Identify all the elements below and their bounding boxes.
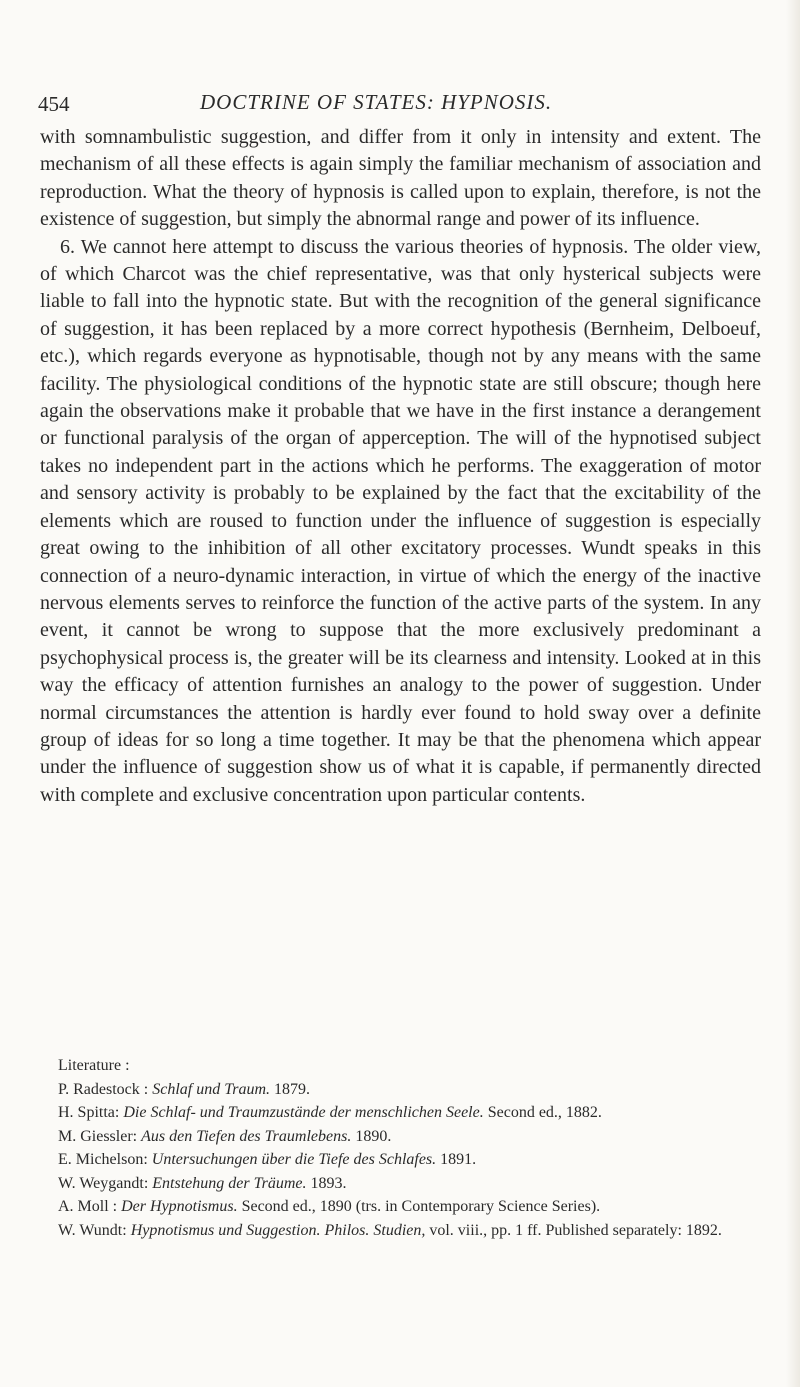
literature-details: Second ed., 1882.	[483, 1104, 602, 1121]
literature-item	[40, 1195, 761, 1219]
paragraph-2: 6. We cannot here attempt to discuss the various theories of hypnosis. The older view, of which Charcot was the chief representative, was that only hysterical subjects were liable to fall into the hypnotic state. But with the recognition of the general significance of suggestion, it has been replaced by a more correct hypothesis (Bernheim, Delboeuf, etc.), which regards everyone as hypnotisable, though not by any means with the same facility. The physiological conditions of the hypnotic state are still obscure; though here again the observations make it probable that we have in the first instance a derangement or functional paralysis of the organ of apperception. The will of the hypnotised subject takes no independent part in the actions which he performs. The exaggeration of motor and sensory activity is probably to be explained by the fact that the excitability of the elements which are roused to function under the influence of suggestion is especially great owing to the inhibition of all other excitatory processes. Wundt speaks in this connection of a neuro-dynamic interaction, in virtue of which the energy of the inactive nervous elements serves to reinforce the function of the active parts of the system. In any event, it cannot be wrong to suppose that the more exclusively predominant a psychophysical process is, the greater will be its clearness and intensity. Looked at in this way the efficacy of attention furnishes an analogy to the power of suggestion. Under normal circumstances the attention is hardly ever found to hold sway over a definite group of ideas for so long a time together. It may be that the phenomena which appear under the influence of suggestion show us of what it is capable, if permanently directed with complete and exclusive concentration upon particular contents.	[40, 235, 761, 806]
literature-author: A. Moll :	[58, 1198, 118, 1215]
literature-details: Second ed., 1890 (trs. in Contemporary Science Series).	[237, 1198, 601, 1215]
literature-author: W. Weygandt:	[58, 1174, 149, 1192]
page-number: 454	[38, 92, 70, 116]
literature-title: Untersuchungen über die Tiefe des Schlafes.	[151, 1151, 437, 1168]
literature-section	[40, 1054, 761, 1242]
literature-item	[40, 1125, 761, 1149]
paragraph-1: with somnambulistic suggestion, and differ from it only in intensity and extent. The mechanism of all these effects is again simply the familiar mechanism of association and reproduction. What the theory of hypnosis is called upon to explain, therefore, is not the existence of suggestion, but simply the abnormal range and power of its influence.	[40, 126, 761, 231]
page-header	[0, 88, 800, 118]
literature-author: H. Spitta:	[58, 1104, 120, 1121]
literature-author: P. Radestock :	[58, 1080, 149, 1098]
literature-details: vol. viii., pp. 1 ff. Published separately: 1892.	[425, 1221, 722, 1239]
literature-title: Der Hypnotismus.	[121, 1198, 238, 1215]
literature-title: Hypnotismus und Suggestion. Philos. Studien,	[130, 1221, 426, 1239]
literature-title: Schlaf und Traum.	[152, 1080, 271, 1098]
literature-item	[40, 1148, 761, 1172]
literature-item	[40, 1219, 761, 1243]
literature-details: 1890.	[351, 1127, 392, 1145]
literature-author: W. Wundt:	[58, 1221, 127, 1239]
literature-item	[40, 1078, 761, 1102]
literature-details: 1879.	[270, 1080, 311, 1098]
literature-title: Entstehung der Träume.	[152, 1174, 307, 1192]
literature-title: Aus den Tiefen des Traumlebens.	[141, 1127, 352, 1145]
literature-author: E. Michelson:	[58, 1151, 148, 1168]
literature-author: M. Giessler:	[58, 1127, 138, 1145]
page-edge-shadow	[786, 0, 800, 1387]
running-title: DOCTRINE OF STATES: HYPNOSIS.	[200, 90, 553, 114]
literature-item	[40, 1101, 761, 1125]
body-text	[40, 124, 761, 809]
literature-heading: Literature :	[58, 1057, 130, 1074]
literature-title: Die Schlaf- und Traumzustände der menschlichen Seele.	[123, 1104, 484, 1121]
literature-details: 1891.	[436, 1151, 477, 1168]
literature-details: 1893.	[306, 1174, 347, 1192]
literature-item	[40, 1172, 761, 1196]
